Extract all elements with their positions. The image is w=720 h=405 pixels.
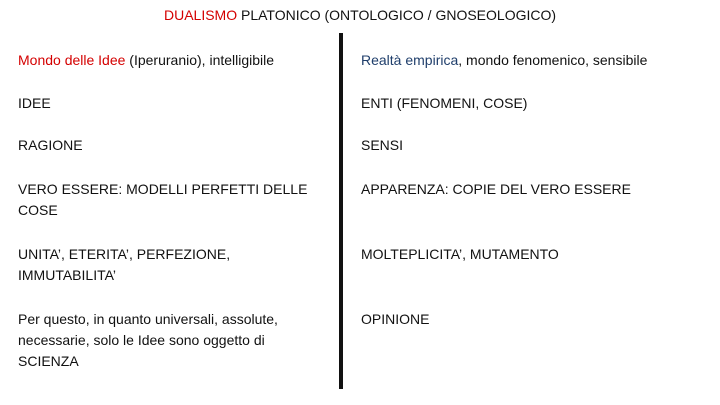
right-rest: , mondo fenomenico, sensibile [458,52,648,68]
right-highlight: Realtà empirica [361,52,459,68]
left-cell-scienza: Per questo, in quanto universali, assolute, necessarie, solo le Idee sono oggetto di SCIENZA [18,311,278,369]
right-cell-opinione: OPINIONE [361,311,430,327]
left-cell-vero-essere: VERO ESSERE: MODELLI PERFETTI DELLE COSE [18,181,308,218]
right-cell-apparenza: APPARENZA: COPIE DEL VERO ESSERE [361,181,631,197]
left-cell-idee: IDEE [18,95,51,111]
title-rest: PLATONICO (ONTOLOGICO / GNOSEOLOGICO) [237,7,557,23]
left-cell-mondo-idee [18,50,328,71]
right-cell-sensi: SENSI [361,137,404,153]
left-cell-unita: UNITA’, ETERITA’, PERFEZIONE, IMMUTABILITA’ [18,246,231,283]
left-cell-ragione: RAGIONE [18,137,83,153]
right-cell-realta-empirica [361,50,713,71]
page-title [0,7,720,23]
right-cell-enti: ENTI (FENOMENI, COSE) [361,95,528,111]
column-divider [339,33,343,389]
left-highlight: Mondo delle Idee [18,52,126,68]
title-highlight: DUALISMO [163,7,238,23]
left-rest: (Iperuranio), intelligibile [125,52,275,68]
right-cell-molteplicita: MOLTEPLICITA’, MUTAMENTO [361,246,559,262]
